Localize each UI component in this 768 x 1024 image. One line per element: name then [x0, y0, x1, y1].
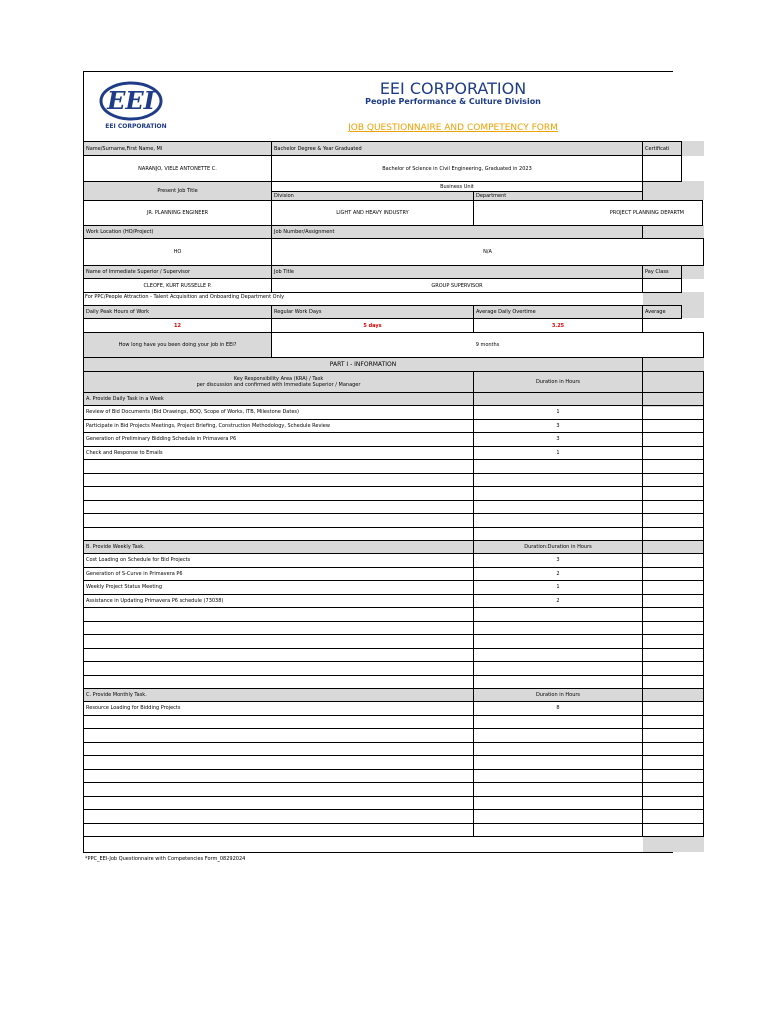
task-extra-cell[interactable] — [642, 634, 704, 649]
task-cell[interactable] — [83, 527, 474, 542]
task-extra-cell[interactable] — [642, 553, 704, 568]
daily-section-header: A. Provide Daily Task in a Week — [83, 392, 474, 406]
task-extra-cell[interactable] — [642, 769, 704, 784]
right-gray-band — [643, 181, 704, 200]
task-cell[interactable]: Cost Loading on Schedule for Bid Projects — [83, 553, 474, 568]
task-hours-cell[interactable] — [473, 527, 643, 542]
company-title: EEI CORPORATION — [379, 79, 527, 98]
task-cell[interactable]: Resource Loading for Bidding Projects — [83, 701, 474, 716]
task-extra-cell[interactable] — [642, 607, 704, 622]
logo-mark-text: EEI — [107, 86, 155, 115]
job-number-label: Job Number/Assignment — [271, 225, 643, 239]
task-hours-cell[interactable] — [473, 607, 643, 622]
name-value[interactable]: NARANJO, VIELE ANTONETTE C. — [83, 155, 272, 182]
department-label: Department — [473, 191, 643, 201]
task-extra-cell[interactable] — [642, 527, 704, 542]
task-hours-cell[interactable] — [473, 648, 643, 663]
task-cell[interactable]: Assistance in Updating Primavera P6 schedule (73038) — [83, 594, 474, 609]
bachelor-value[interactable]: Bachelor of Science in Civil Engineering, Graduated in 2023 — [271, 155, 643, 182]
task-hours-cell[interactable] — [473, 675, 643, 690]
monthly-section-header: C. Provide Monthly Task. — [83, 688, 474, 702]
duration-header: Duration in Hours — [473, 371, 643, 393]
task-cell[interactable]: Generation of S-Curve in Primavera P6 — [83, 567, 474, 582]
how-long-value[interactable]: 9 months — [271, 332, 704, 358]
right-gray-band — [643, 837, 704, 852]
task-cell[interactable] — [83, 715, 474, 730]
business-unit-label: Business Unit — [271, 181, 643, 192]
task-extra-cell[interactable] — [642, 405, 704, 420]
task-hours-cell[interactable] — [473, 796, 643, 811]
task-hours-cell[interactable] — [473, 809, 643, 824]
kra-header-line1: Key Responsibility Area (KRA) / Task — [233, 376, 324, 382]
task-extra-cell[interactable] — [642, 715, 704, 730]
task-hours-cell[interactable]: 3 — [473, 419, 643, 434]
pay-class-value[interactable] — [642, 278, 682, 293]
task-cell[interactable] — [83, 648, 474, 663]
weekly-section-header: B. Provide Weekly Task. — [83, 540, 474, 554]
task-hours-cell[interactable]: 3 — [473, 553, 643, 568]
frame-bottom-border — [83, 852, 673, 853]
name-label: Name/Surname,First Name, MI — [83, 141, 272, 156]
task-cell[interactable]: Generation of Preliminary Bidding Schedule in Primavera P6 — [83, 432, 474, 447]
avg-overtime-label: Average Daily Overtime — [473, 305, 643, 319]
daily-extra-header-cell — [642, 392, 704, 406]
task-hours-cell[interactable] — [473, 782, 643, 797]
task-cell[interactable] — [83, 809, 474, 824]
task-cell[interactable] — [83, 513, 474, 528]
part1-title: PART I - INFORMATION — [83, 357, 643, 372]
division-value[interactable]: LIGHT AND HEAVY INDUSTRY — [271, 200, 474, 226]
division-subtitle: People Performance & Culture Division — [365, 97, 541, 106]
task-cell[interactable]: Weekly Project Status Meeting — [83, 580, 474, 595]
regular-days-label: Regular Work Days — [271, 305, 474, 319]
superior-value[interactable]: CLEOFE, KURT RUSSELLE P. — [83, 278, 272, 293]
task-cell[interactable] — [83, 796, 474, 811]
extra-header-cell — [642, 371, 704, 393]
work-location-label: Work Location (HO/Project) — [83, 225, 272, 239]
certification-value[interactable] — [642, 155, 682, 182]
department-value[interactable]: PROJECT PLANNING DEPARTM — [473, 200, 703, 226]
kra-header-line2: per discussion and confirmed with Immediate Superior / Manager — [196, 382, 361, 388]
right-gray-band — [643, 225, 704, 239]
task-cell[interactable] — [83, 769, 474, 784]
task-hours-cell[interactable] — [473, 634, 643, 649]
task-hours-cell[interactable] — [473, 715, 643, 730]
footer-note: *PPC_EEI-Job Questionnaire with Competencies Form_08292024 — [85, 856, 246, 862]
task-cell[interactable]: Participate in Bid Projects Meetings, Project Briefing, Construction Methodology, Schedule Review — [83, 419, 474, 434]
task-hours-cell[interactable] — [473, 459, 643, 474]
certification-label: Certificati — [642, 141, 682, 156]
task-cell[interactable] — [83, 459, 474, 474]
task-hours-cell[interactable] — [473, 823, 643, 838]
task-extra-cell[interactable] — [642, 809, 704, 824]
task-cell[interactable] — [83, 675, 474, 690]
frame-top-border — [83, 71, 673, 72]
task-cell[interactable] — [83, 473, 474, 488]
task-hours-cell[interactable]: 2 — [473, 594, 643, 609]
task-extra-cell[interactable] — [642, 580, 704, 595]
how-long-label: How long have you been doing your job in EEI? — [83, 332, 272, 358]
weekly-extra-header-cell — [642, 540, 704, 554]
task-extra-cell[interactable] — [642, 419, 704, 434]
work-location-value[interactable]: HO — [83, 238, 272, 266]
task-cell[interactable] — [83, 486, 474, 501]
present-job-label: Present Job Title — [83, 181, 272, 201]
task-extra-cell[interactable] — [642, 648, 704, 663]
task-hours-cell[interactable]: 1 — [473, 580, 643, 595]
task-hours-cell[interactable] — [473, 769, 643, 784]
task-extra-cell[interactable] — [642, 675, 704, 690]
job-title-value[interactable]: GROUP SUPERVISOR — [271, 278, 643, 293]
task-hours-cell[interactable]: 1 — [473, 446, 643, 461]
peak-hours-value[interactable]: 12 — [83, 318, 272, 333]
logo-caption: EEI CORPORATION — [105, 123, 167, 130]
task-extra-cell[interactable] — [642, 513, 704, 528]
task-cell[interactable] — [83, 661, 474, 676]
superior-label: Name of Immediate Superior / Supervisor — [83, 265, 272, 279]
task-extra-cell[interactable] — [642, 500, 704, 515]
task-cell[interactable] — [83, 782, 474, 797]
task-cell[interactable] — [83, 500, 474, 515]
bachelor-label: Bachelor Degree & Year Graduated — [271, 141, 643, 156]
task-hours-cell[interactable] — [473, 486, 643, 501]
task-extra-cell[interactable] — [642, 823, 704, 838]
eei-logo — [91, 79, 181, 135]
task-extra-cell[interactable] — [642, 701, 704, 716]
task-cell[interactable] — [83, 607, 474, 622]
task-extra-cell[interactable] — [642, 755, 704, 770]
task-hours-cell[interactable]: 2 — [473, 567, 643, 582]
monthly-duration-header: Duration in Hours — [473, 688, 643, 702]
task-hours-cell[interactable] — [473, 513, 643, 528]
ppc-note: For PPC/People Attraction - Talent Acquisition and Onboarding Department Only — [85, 294, 285, 300]
task-hours-cell[interactable]: 1 — [473, 405, 643, 420]
task-hours-cell[interactable]: 8 — [473, 701, 643, 716]
form-sheet — [83, 71, 704, 853]
task-extra-cell[interactable] — [642, 742, 704, 757]
task-cell[interactable]: Check and Response to Emails — [83, 446, 474, 461]
task-extra-cell[interactable] — [642, 796, 704, 811]
task-cell[interactable] — [83, 823, 474, 838]
regular-days-value[interactable]: 5 days — [271, 318, 474, 333]
task-extra-cell[interactable] — [642, 432, 704, 447]
task-hours-cell[interactable] — [473, 621, 643, 636]
task-extra-cell[interactable] — [642, 486, 704, 501]
task-hours-cell[interactable] — [473, 500, 643, 515]
task-extra-cell[interactable] — [642, 473, 704, 488]
task-hours-cell[interactable] — [473, 755, 643, 770]
peak-hours-label: Daily Peak Hours of Work — [83, 305, 272, 319]
task-hours-cell[interactable] — [473, 742, 643, 757]
weekly-duration-header: Duration:Duration in Hours — [473, 540, 643, 554]
present-job-value[interactable]: JR. PLANNING ENGINEER — [83, 200, 272, 226]
task-cell[interactable]: Review of Bid Documents (Bid Drawings, BOQ, Scope of Works, ITB, Milestone Dates) — [83, 405, 474, 420]
task-extra-cell[interactable] — [642, 459, 704, 474]
pay-class-label: Pay Class — [642, 265, 682, 279]
task-cell[interactable] — [83, 728, 474, 743]
task-extra-cell[interactable] — [642, 446, 704, 461]
avg-overtime-value[interactable]: 3.25 — [473, 318, 643, 333]
task-extra-cell[interactable] — [642, 728, 704, 743]
task-cell[interactable] — [83, 621, 474, 636]
task-hours-cell[interactable] — [473, 473, 643, 488]
division-label: Division — [271, 191, 474, 201]
task-hours-cell[interactable] — [473, 661, 643, 676]
job-number-value[interactable]: N/A — [271, 238, 704, 266]
task-extra-cell[interactable] — [642, 661, 704, 676]
kra-header — [83, 371, 474, 393]
job-title-label: Job Title — [271, 265, 643, 279]
daily-duration-header — [473, 392, 643, 406]
task-cell[interactable] — [83, 742, 474, 757]
task-extra-cell[interactable] — [642, 782, 704, 797]
monthly-extra-header-cell — [642, 688, 704, 702]
task-hours-cell[interactable]: 3 — [473, 432, 643, 447]
task-extra-cell[interactable] — [642, 594, 704, 609]
task-extra-cell[interactable] — [642, 621, 704, 636]
form-title: JOB QUESTIONNAIRE AND COMPETENCY FORM — [348, 123, 558, 133]
task-cell[interactable] — [83, 755, 474, 770]
average-label: Average — [642, 305, 682, 319]
task-cell[interactable] — [83, 634, 474, 649]
task-hours-cell[interactable] — [473, 728, 643, 743]
task-extra-cell[interactable] — [642, 567, 704, 582]
